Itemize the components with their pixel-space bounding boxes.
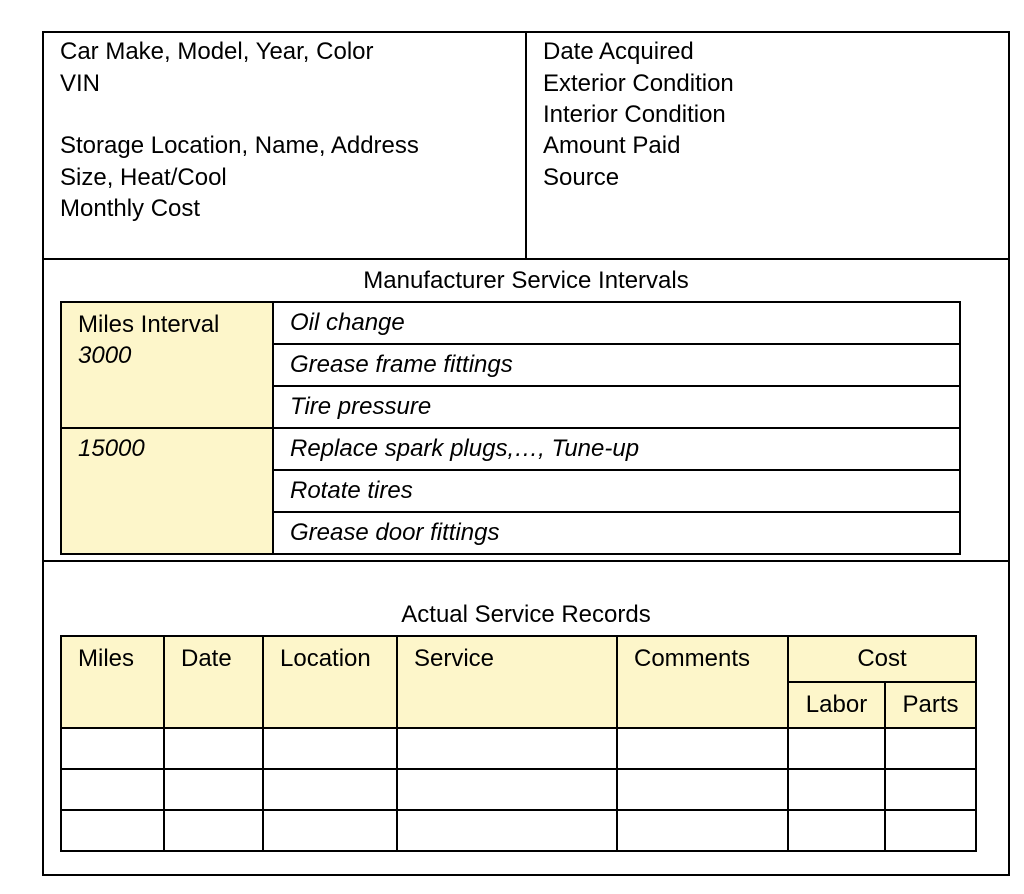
- service-intervals-table: [60, 301, 961, 555]
- interval-task: Grease frame fittings: [273, 344, 960, 386]
- table-cell[interactable]: [61, 728, 164, 769]
- monthly-cost-label: Monthly Cost: [60, 195, 201, 222]
- interval-miles-value: 15000: [61, 428, 273, 554]
- table-cell[interactable]: [788, 769, 885, 810]
- table-row: [61, 810, 976, 851]
- section-divider-bottom: [42, 560, 1010, 562]
- amount-paid-label: Amount Paid: [543, 132, 681, 159]
- column-header-service: Service: [397, 636, 617, 728]
- table-cell[interactable]: [397, 810, 617, 851]
- service-records-table: [60, 635, 977, 852]
- table-row: [61, 769, 976, 810]
- interval-task: Grease door fittings: [273, 512, 960, 554]
- info-divider: [525, 31, 527, 259]
- records-header-row: [61, 636, 976, 682]
- table-cell[interactable]: [263, 769, 397, 810]
- table-cell[interactable]: [164, 728, 263, 769]
- table-cell[interactable]: [788, 810, 885, 851]
- table-row: [61, 728, 976, 769]
- interval-miles-value: 3000: [78, 342, 132, 369]
- miles-interval-header: Miles Interval: [78, 311, 220, 338]
- date-acquired-label: Date Acquired: [543, 38, 694, 65]
- exterior-condition-label: Exterior Condition: [543, 70, 734, 97]
- source-label: Source: [543, 164, 620, 191]
- section-divider-top: [42, 258, 1010, 260]
- table-cell[interactable]: [263, 810, 397, 851]
- table-cell[interactable]: [617, 769, 788, 810]
- table-cell[interactable]: [61, 810, 164, 851]
- interval-task: Replace spark plugs,…, Tune-up: [273, 428, 960, 470]
- interval-miles-cell: [61, 302, 273, 428]
- table-cell[interactable]: [164, 810, 263, 851]
- table-cell[interactable]: [617, 810, 788, 851]
- interval-task: Oil change: [273, 302, 960, 344]
- car-make-label: Car Make, Model, Year, Color: [60, 38, 374, 65]
- interval-row: [61, 302, 960, 344]
- column-header-miles: Miles: [61, 636, 164, 728]
- column-header-date: Date: [164, 636, 263, 728]
- service-records-title: Actual Service Records: [401, 601, 651, 628]
- table-cell[interactable]: [397, 728, 617, 769]
- table-cell[interactable]: [61, 769, 164, 810]
- size-heat-cool-label: Size, Heat/Cool: [60, 164, 227, 191]
- column-header-cost: Cost: [788, 636, 976, 682]
- vin-label: VIN: [60, 70, 101, 97]
- interval-row: [61, 428, 960, 470]
- table-cell[interactable]: [617, 728, 788, 769]
- column-header-labor: Labor: [788, 682, 885, 728]
- storage-location-label: Storage Location, Name, Address: [60, 132, 419, 159]
- column-header-comments: Comments: [617, 636, 788, 728]
- service-intervals-title: Manufacturer Service Intervals: [363, 267, 689, 294]
- table-cell[interactable]: [263, 728, 397, 769]
- table-cell[interactable]: [164, 769, 263, 810]
- column-header-location: Location: [263, 636, 397, 728]
- interval-task: Tire pressure: [273, 386, 960, 428]
- table-cell[interactable]: [788, 728, 885, 769]
- column-header-parts: Parts: [885, 682, 976, 728]
- table-cell[interactable]: [885, 769, 976, 810]
- table-cell[interactable]: [397, 769, 617, 810]
- interval-task: Rotate tires: [273, 470, 960, 512]
- table-cell[interactable]: [885, 810, 976, 851]
- table-cell[interactable]: [885, 728, 976, 769]
- interior-condition-label: Interior Condition: [543, 101, 726, 128]
